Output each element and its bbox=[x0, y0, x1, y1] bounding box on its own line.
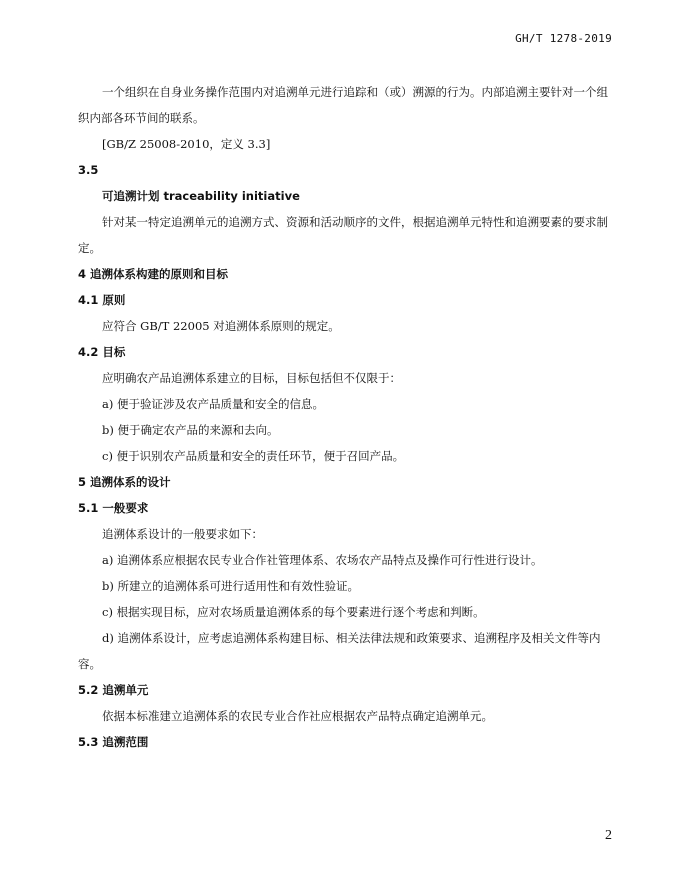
term-title: 可追溯计划 traceability initiative bbox=[102, 189, 300, 203]
page-number: 2 bbox=[605, 828, 612, 843]
clause-number: 3.5 bbox=[78, 163, 99, 177]
list-item: b) 所建立的追溯体系可进行适用性和有效性验证。 bbox=[102, 579, 360, 593]
section-heading: 5 追溯体系的设计 bbox=[78, 475, 171, 489]
term-definition-line: 针对某一特定追溯单元的追溯方式、资源和活动顺序的文件，根据追溯单元特性和追溯要素的要求制 bbox=[102, 215, 608, 229]
paragraph-line: 应符合 GB/T 22005 对追溯体系原则的规定。 bbox=[102, 319, 340, 333]
subsection-heading: 5.2 追溯单元 bbox=[78, 683, 149, 697]
paragraph-line: 依据本标准建立追溯体系的农民专业合作社应根据农产品特点确定追溯单元。 bbox=[102, 709, 493, 723]
term-definition-line: 定。 bbox=[78, 241, 101, 255]
list-item-continuation: 容。 bbox=[78, 657, 101, 671]
list-item: d) 追溯体系设计，应考虑追溯体系构建目标、相关法律法规和政策要求、追溯程序及相关文件等内 bbox=[102, 631, 601, 645]
paragraph-line: 应明确农产品追溯体系建立的目标，目标包括但不仅限于： bbox=[102, 371, 401, 385]
list-item: a) 便于验证涉及农产品质量和安全的信息。 bbox=[102, 397, 324, 411]
paragraph-line: 织内部各环节间的联系。 bbox=[78, 111, 205, 125]
paragraph-line: 一个组织在自身业务操作范围内对追溯单元进行追踪和（或）溯源的行为。内部追溯主要针对一个组 bbox=[102, 85, 608, 99]
list-item: b) 便于确定农产品的来源和去向。 bbox=[102, 423, 279, 437]
subsection-heading: 5.3 追溯范围 bbox=[78, 735, 149, 749]
subsection-heading: 5.1 一般要求 bbox=[78, 501, 149, 515]
list-item: c) 根据实现目标，应对农场质量追溯体系的每个要素进行逐个考虑和判断。 bbox=[102, 605, 485, 619]
subsection-heading: 4.2 目标 bbox=[78, 345, 126, 359]
list-item: a) 追溯体系应根据农民专业合作社管理体系、农场农产品特点及操作可行性进行设计。 bbox=[102, 553, 543, 567]
list-item: c) 便于识别农产品质量和安全的责任环节，便于召回产品。 bbox=[102, 449, 405, 463]
standard-code-header: GH/T 1278-2019 bbox=[515, 32, 612, 45]
section-heading: 4 追溯体系构建的原则和目标 bbox=[78, 267, 229, 281]
reference-citation: [GB/Z 25008-2010，定义 3.3] bbox=[102, 137, 271, 151]
subsection-heading: 4.1 原则 bbox=[78, 293, 126, 307]
paragraph-line: 追溯体系设计的一般要求如下： bbox=[102, 527, 263, 541]
